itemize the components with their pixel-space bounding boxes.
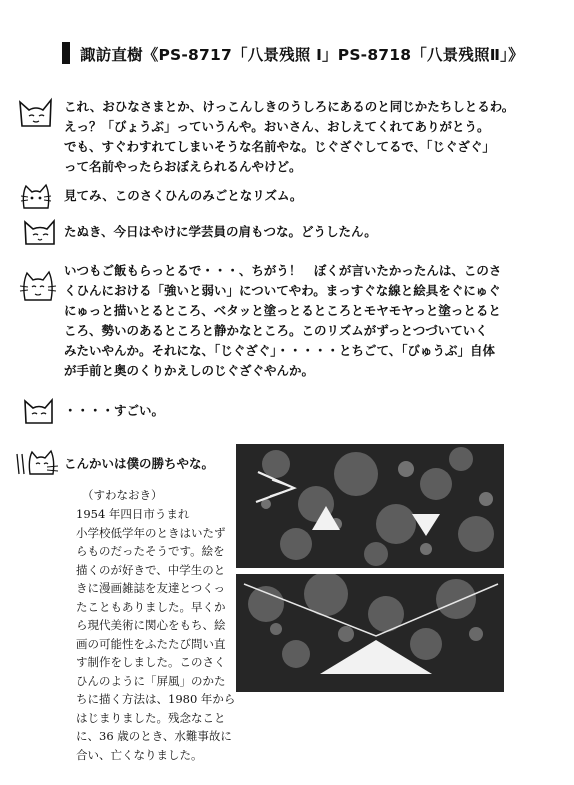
bio-text: [76, 505, 235, 764]
tanuki-face-icon: [18, 182, 54, 212]
cat-face-icon: [16, 96, 56, 130]
dialogue-line: ・・・・すごい。: [64, 403, 165, 418]
bio-line: ちに描く方法は、1980 年から: [76, 692, 236, 706]
dialogue-line: 見てみ、このさくひんのみごとなリズム。: [64, 188, 303, 203]
tanuki-face-icon: [14, 448, 60, 478]
dialogue-line: ころ、勢いのあるところと静かなところ。このリズムがずっとつづいていく: [64, 323, 488, 338]
dialogue-line: くひんにおける「強いと弱い」についてやわ。まっすぐな線と絵具をぐにゅぐ: [64, 283, 501, 298]
dialogue-cat-2: [64, 222, 377, 242]
dialogue-line: みたいやんか。それにな、「じぐざぐ」・・・・・とちごて、「びゅうぶ」自体: [64, 343, 496, 358]
bio-line: ら現代美術に関心をもち、絵: [76, 618, 226, 632]
artwork-photo-2: [236, 574, 504, 692]
dialogue-cat-1: [64, 97, 514, 177]
bio-line: ひんのように「屏風」のかた: [76, 673, 226, 688]
dialogue-line: たぬき、今日はやけに学芸員の肩もつな。どうしたん。: [64, 224, 377, 239]
dialogue-line: これ、おひなさまとか、けっこんしきのうしろにあるのと同じかたちしとるわ。: [64, 99, 515, 114]
dialogue-line: でも、すぐわすれてしまいそうな名前やな。じぐざぐしてるで、「じぐざぐ」: [64, 139, 495, 154]
bio-line: らものだったそうです。絵を: [76, 544, 225, 558]
bio-line: 合い、亡くなりました。: [76, 747, 203, 762]
bio-line: たこともありました。早くか: [76, 599, 226, 614]
bio-line: に、36 歳のとき、水難事故に: [76, 729, 232, 743]
dialogue-tanuki-3: [64, 454, 214, 474]
dialogue-line: えっ？「びょうぶ」っていうんや。おいさん、おしえてくれてありがとう。: [64, 119, 490, 134]
dialogue-line: が手前と奥のくりかえしのじぐざぐやんか。: [64, 363, 315, 378]
cat-face-icon: [20, 217, 60, 247]
dialogue-line: こんかいは僕の勝ちやな。: [64, 456, 215, 471]
page-title: 諏訪直樹《PS-8717「八景残照 Ⅰ」PS-8718「八景残照Ⅱ」》: [80, 46, 524, 64]
dialogue-line: にゅっと描いとるところ、ベタッと塗っとるところとモヤモヤっと塗っとると: [64, 303, 501, 318]
bio-heading: （すわなおき）: [82, 488, 163, 502]
bio-line: 画の可能性をふたたび問い直: [76, 636, 226, 651]
dialogue-cat-3: [64, 401, 164, 421]
dialogue-line: いつもご飯もらっとるで・・・、ちがう！ ぼくが言いたかったんは、このさ: [64, 263, 502, 278]
tanuki-face-icon: [18, 268, 58, 304]
bio-line: す制作をしました。このさく: [76, 655, 226, 669]
artwork-photo-1: [236, 444, 504, 568]
bio-line: きに漫画雑誌を友達とつくっ: [76, 581, 226, 595]
dialogue-tanuki-1: [64, 186, 302, 206]
bio-line: 小学校低学年のときはいたず: [76, 525, 226, 540]
dialogue-tanuki-2: [64, 261, 501, 381]
bio-line: 1954 年四日市うまれ: [76, 507, 190, 521]
bio-line: はじまりました。残念なこと: [76, 710, 226, 725]
dialogue-line: って名前やったらおぼえられるんやけど。: [64, 159, 302, 174]
title-accent-bar: [62, 42, 70, 64]
cat-face-icon: [20, 396, 58, 426]
bio-line: 描くのが好きで、中学生のと: [76, 562, 226, 577]
